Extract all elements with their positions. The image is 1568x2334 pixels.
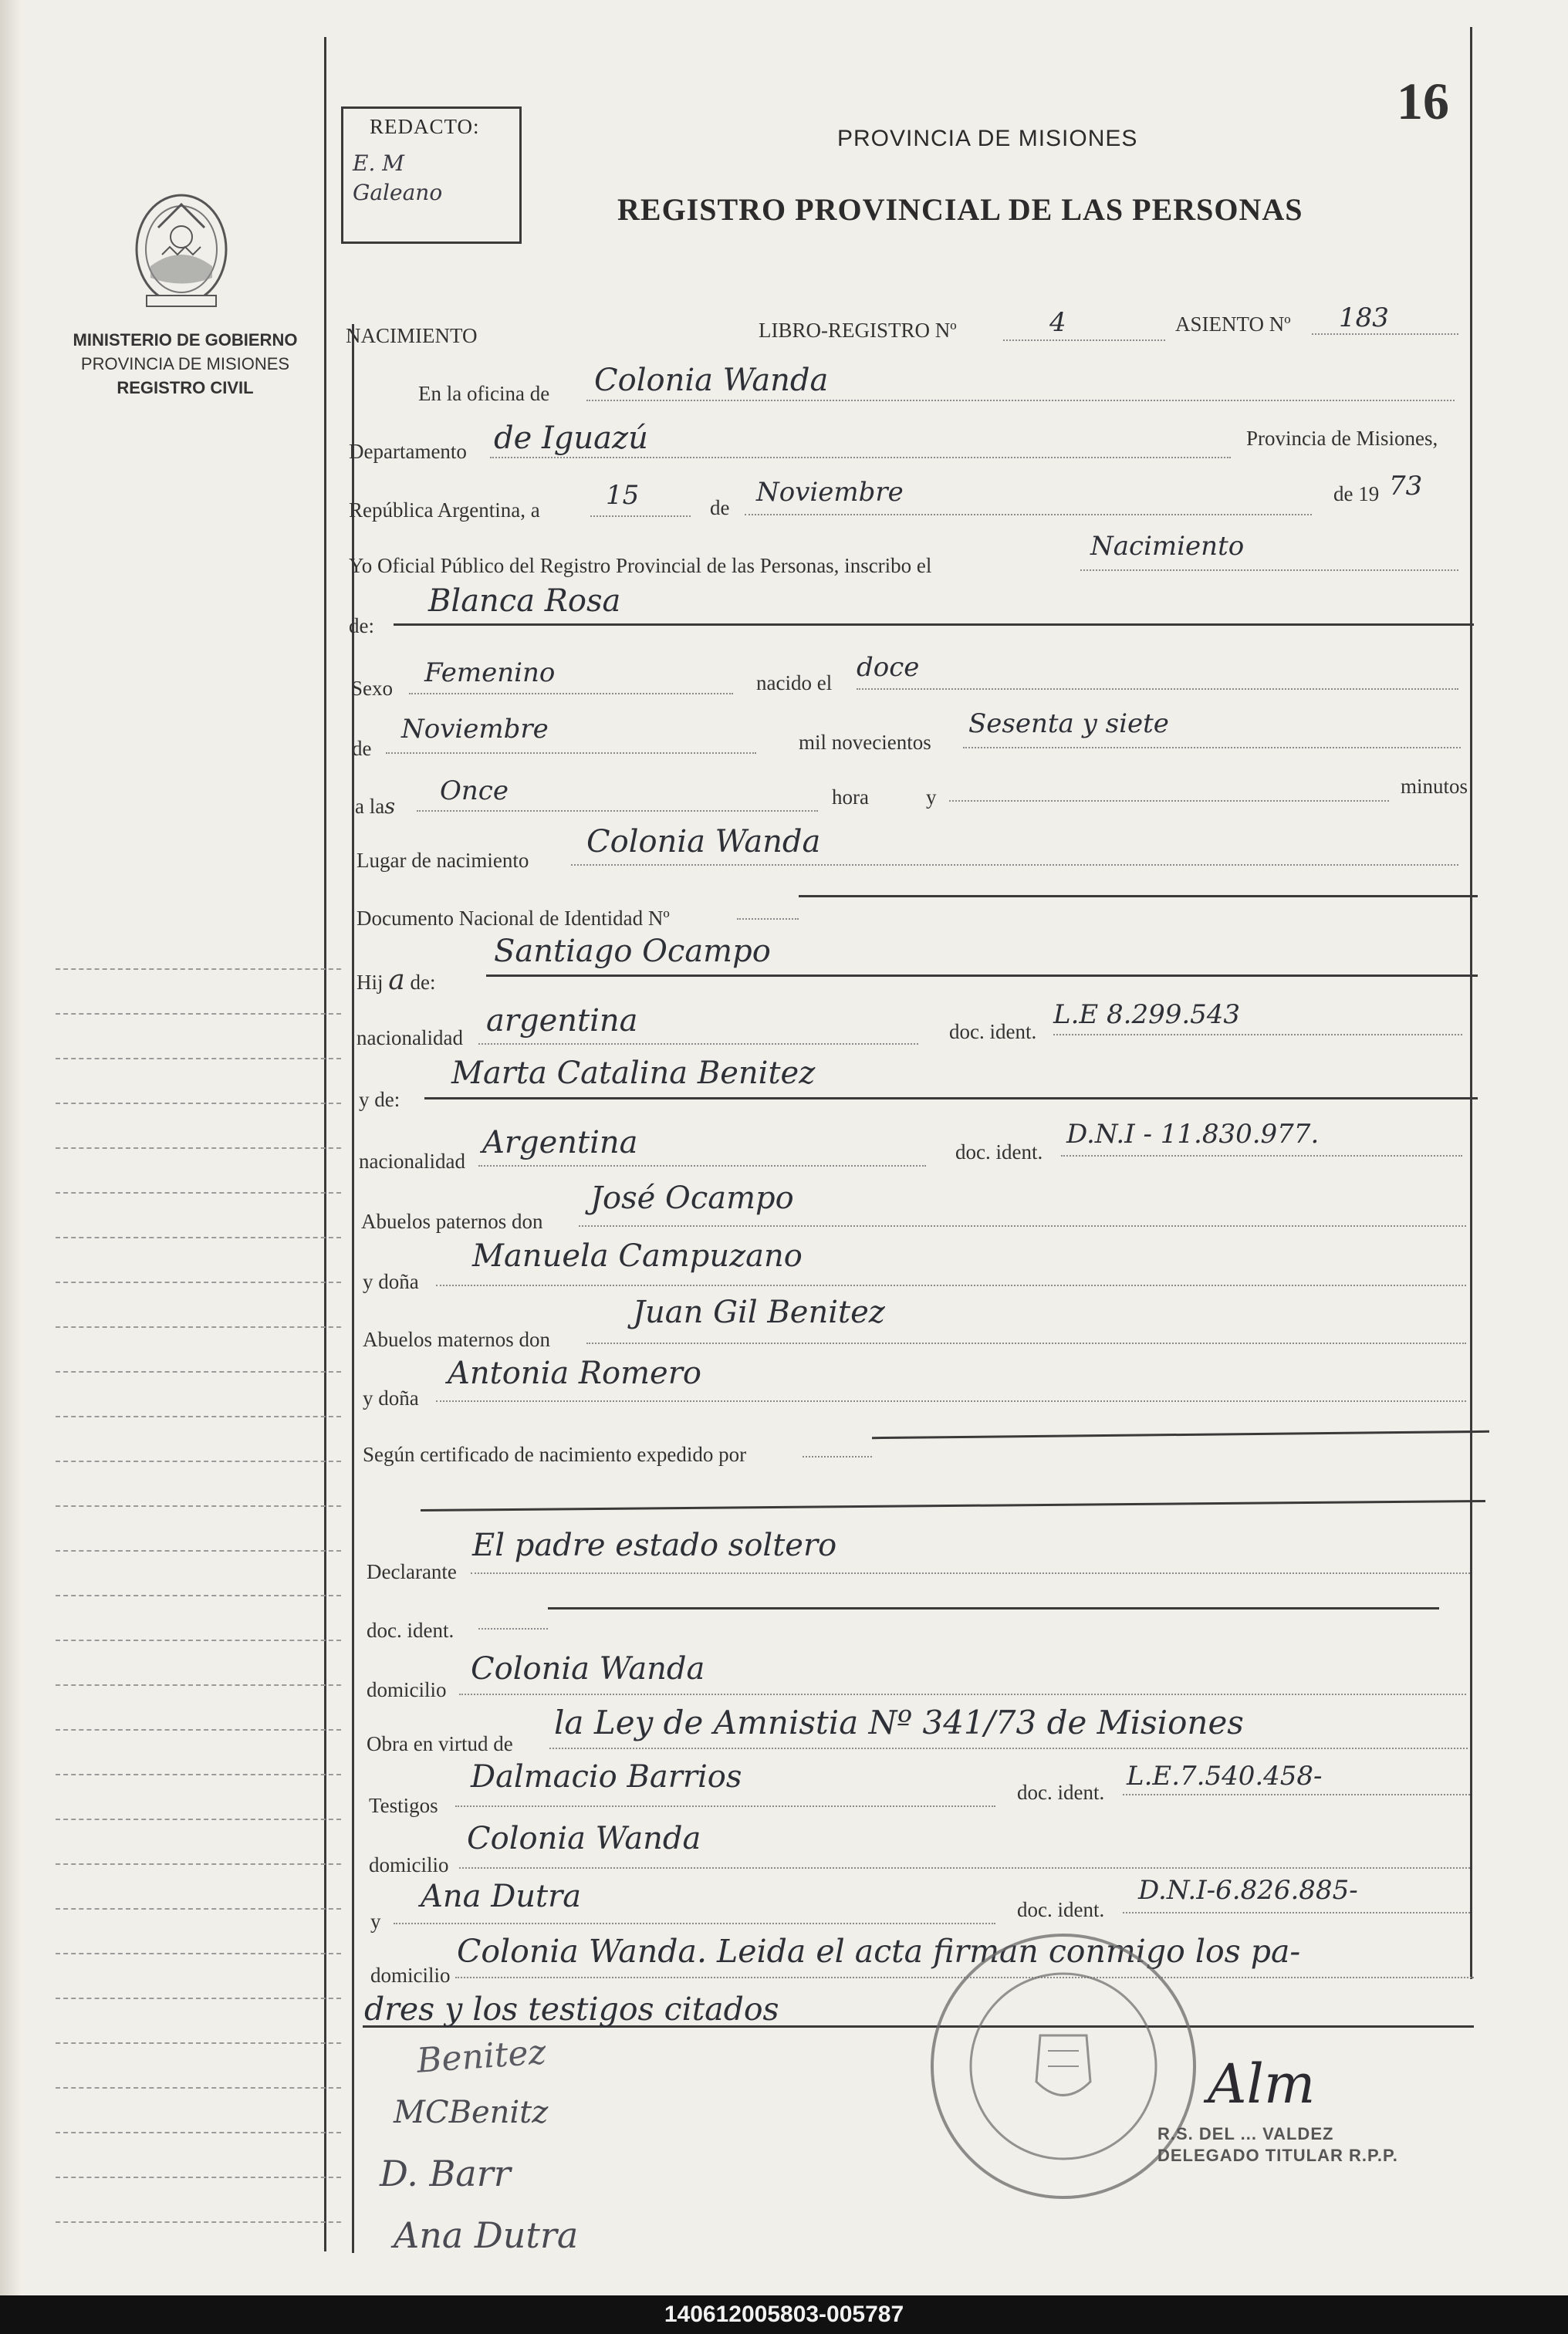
margin-rule (56, 1058, 341, 1059)
dotted-line (579, 1225, 1466, 1227)
domicilio-label-1: domicilio (367, 1678, 447, 1701)
dotted-line (1123, 1794, 1470, 1795)
testigo1-doc-label: doc. ident. (1017, 1781, 1105, 1804)
dotted-line (745, 514, 1312, 515)
dotted-line (549, 1748, 1468, 1749)
yde-label: y de: (359, 1088, 400, 1111)
y2-label: y (370, 1910, 381, 1933)
domicilio-label-2: domicilio (369, 1853, 449, 1876)
abuelos-pat-label: Abuelos paternos don (361, 1210, 543, 1233)
segun-line (872, 1430, 1489, 1439)
dotted-line (478, 1043, 918, 1045)
lugar-label: Lugar de nacimiento (357, 849, 529, 872)
testigo1-value: Dalmacio Barrios (471, 1759, 742, 1795)
signature-2: MCBenitz (394, 2095, 549, 2130)
alas-text: a la (355, 795, 385, 818)
padre-doc-value: L.E 8.299.543 (1053, 999, 1241, 1030)
margin-rule (56, 1237, 341, 1238)
registry-title: REGISTRO PROVINCIAL DE LAS PERSONAS (617, 192, 1303, 227)
dotted-line (409, 693, 733, 694)
dotted-line (1053, 1034, 1462, 1035)
dotted-line (590, 515, 691, 517)
lugar-value: Colonia Wanda (586, 824, 821, 860)
redacto-handwriting (353, 149, 442, 208)
alas-label (355, 795, 395, 819)
dotted-line (455, 1805, 995, 1807)
dotted-line (737, 918, 799, 920)
padre-value: Santiago Ocampo (494, 934, 771, 969)
dni-line (799, 895, 1478, 897)
name-line (394, 623, 1474, 626)
margin-rule (56, 1819, 341, 1820)
padre-doc-label: doc. ident. (949, 1020, 1037, 1043)
ydona-label-2: y doña (363, 1387, 419, 1410)
asiento-value: 183 (1339, 302, 1389, 333)
hora-label: hora (832, 785, 869, 809)
province-title: PROVINCIA DE MISIONES (837, 126, 1138, 151)
testigo1-dom-value: Colonia Wanda (467, 1821, 701, 1856)
dotted-line (586, 400, 1455, 401)
dotted-line (571, 864, 1458, 866)
y-label: y (926, 785, 937, 809)
left-border-line (324, 37, 326, 2251)
final-cont-value: dres y los testigos citados (364, 1991, 779, 2028)
dia-value: 15 (606, 480, 640, 511)
dotted-line (436, 1285, 1466, 1286)
dotted-line (1123, 1912, 1470, 1913)
padre-nac-label: nacionalidad (357, 1026, 463, 1049)
official-signature: Alm (1208, 2052, 1316, 2116)
signature-1: Benitez (415, 2032, 548, 2081)
testigos-label: Testigos (369, 1794, 438, 1817)
abuelo-pat-value: José Ocampo (590, 1181, 794, 1216)
right-border-line (1470, 27, 1472, 1979)
redacto-line-1: E. M (353, 150, 404, 176)
delegado-line-1: R.S. DEL ... VALDEZ (1157, 2124, 1334, 2143)
record-type-label: NACIMIENTO (346, 324, 478, 347)
provincia-label: Provincia de Misiones, (1246, 427, 1438, 450)
testigo2-doc-label: doc. ident. (1017, 1898, 1105, 1921)
sexo-value: Femenino (424, 657, 556, 688)
testigo2-value: Ana Dutra (421, 1879, 582, 1914)
margin-rule (56, 1774, 341, 1775)
dotted-line (1080, 569, 1458, 571)
margin-rule (56, 1505, 341, 1507)
province-line: PROVINCIA DE MISIONES (80, 354, 290, 373)
signature-3: D. Barr (380, 2153, 511, 2194)
mes-nac-value: Noviembre (401, 714, 549, 745)
segun-label: Según certificado de nacimiento expedido por (363, 1443, 747, 1466)
sexo-label: Sexo (351, 677, 393, 700)
libro-value: 4 (1049, 307, 1066, 338)
declarante-label: Declarante (367, 1560, 457, 1583)
signature-4: Ana Dutra (394, 2214, 579, 2256)
footer-id: 140612005803-005787 (0, 2295, 1568, 2334)
dotted-line (459, 1694, 1466, 1695)
dotted-line (949, 800, 1389, 802)
page-number: 16 (1397, 72, 1449, 130)
nombre-value: Blanca Rosa (428, 583, 621, 619)
madre-doc-label: doc. ident. (955, 1140, 1043, 1164)
margin-rule (56, 1998, 341, 1999)
margin-rule (56, 1416, 341, 1417)
abuelo-mat-value: Juan Gil Benitez (633, 1295, 885, 1330)
abuelos-mat-label: Abuelos maternos don (363, 1328, 550, 1351)
doc-ident-line (548, 1607, 1439, 1609)
ministry-block (46, 328, 324, 400)
madre-nac-value: Argentina (482, 1125, 638, 1160)
hora-value: Once (440, 775, 509, 806)
de-label: de (710, 496, 730, 519)
final-dom-value: Colonia Wanda. Leida el acta firman conmigo los pa- (457, 1933, 1301, 1970)
hija-label (357, 964, 435, 996)
mil-label: mil novecientos (799, 731, 931, 754)
dotted-line (803, 1456, 872, 1457)
madre-value: Marta Catalina Benitez (451, 1056, 816, 1091)
dotted-line (478, 1628, 548, 1630)
dotted-line (417, 810, 818, 812)
minutos-label: minutos (1401, 775, 1468, 798)
domicilio-label-3: domicilio (370, 1964, 451, 1987)
asiento-label: ASIENTO Nº (1175, 312, 1291, 336)
ministry-line: MINISTERIO DE GOBIERNO (73, 330, 298, 350)
alas-suffix: s (384, 795, 396, 819)
republica-label: República Argentina, a (349, 498, 540, 522)
margin-rule (56, 2042, 341, 2044)
oficial-value: Nacimiento (1090, 531, 1245, 562)
ydona-label-1: y doña (363, 1270, 419, 1293)
margin-rule (56, 1595, 341, 1596)
testigo1-doc-value: L.E.7.540.458- (1127, 1761, 1323, 1792)
madre-line (424, 1097, 1478, 1099)
margin-rule (56, 1908, 341, 1910)
dotted-line (963, 747, 1461, 748)
oficina-value: Colonia Wanda (594, 363, 829, 398)
margin-rule (56, 1282, 341, 1283)
margin-rule (56, 1147, 341, 1149)
anio-value: 73 (1389, 471, 1423, 502)
civil-registry-line: REGISTRO CIVIL (117, 378, 254, 397)
libro-label: LIBRO-REGISTRO Nº (759, 319, 957, 342)
redacto-box (341, 106, 522, 244)
declarante-value: El padre estado soltero (472, 1528, 837, 1563)
margin-rule (56, 1640, 341, 1641)
testigo2-doc-value: D.N.I-6.826.885- (1138, 1875, 1358, 1906)
nacido-value: doce (857, 652, 920, 683)
dotted-line (394, 1923, 995, 1924)
dotted-line (478, 1165, 926, 1167)
padre-line (486, 974, 1478, 977)
provincial-emblem-icon (127, 181, 235, 312)
doc-ident-label: doc. ident. (367, 1619, 455, 1642)
delegado-stamp (1157, 2123, 1398, 2167)
abuela-pat-value: Manuela Campuzano (472, 1238, 803, 1274)
margin-rule (56, 1953, 341, 1954)
margin-rule (56, 1103, 341, 1104)
segun-line-2 (421, 1500, 1485, 1512)
margin-rule (56, 1729, 341, 1731)
delegado-line-2: DELEGADO TITULAR R.P.P. (1157, 2146, 1398, 2165)
dotted-line (1312, 333, 1458, 335)
domicilio-value: Colonia Wanda (471, 1651, 705, 1687)
oficina-label: En la oficina de (418, 382, 550, 405)
madre-nac-label: nacionalidad (359, 1150, 465, 1173)
inner-border-line (352, 324, 354, 2253)
margin-rule (56, 1461, 341, 1462)
padre-nac-value: argentina (486, 1003, 638, 1039)
margin-rule (56, 2087, 341, 2089)
margin-rule (56, 1326, 341, 1328)
dotted-line (1003, 339, 1165, 341)
hija-text-b: a (388, 964, 405, 996)
hija-text-c: de: (410, 971, 436, 994)
dotted-line (436, 1400, 1466, 1402)
madre-doc-value: D.N.I - 11.830.977. (1066, 1119, 1320, 1150)
dotted-line (857, 688, 1458, 690)
departamento-label: Departamento (349, 440, 467, 463)
margin-rule (56, 2177, 341, 2178)
redacto-line-2: Galeano (353, 180, 443, 205)
margin-rule (56, 1371, 341, 1373)
redacto-label: REDACTO: (370, 115, 480, 138)
dotted-line (1061, 1155, 1462, 1157)
margin-rule (56, 1863, 341, 1865)
margin-rule (56, 2132, 341, 2133)
obra-label: Obra en virtud de (367, 1732, 513, 1755)
abuela-mat-value: Antonia Romero (448, 1356, 701, 1391)
anio-nac-value: Sesenta y siete (968, 708, 1169, 739)
departamento-value: de Iguazú (494, 421, 648, 456)
oficial-label: Yo Oficial Público del Registro Provincial de las Personas, inscribo el (349, 554, 932, 577)
mes-value: Noviembre (756, 477, 904, 508)
de2-label: de: (349, 614, 374, 637)
margin-rule (56, 968, 341, 970)
margin-rule (56, 2221, 341, 2223)
dotted-line (490, 457, 1231, 458)
hija-text-a: Hij (357, 971, 384, 994)
dotted-line (459, 1867, 1470, 1869)
de3-label: de (352, 737, 372, 760)
margin-rule (56, 1192, 341, 1194)
dotted-line (586, 1343, 1466, 1344)
obra-value: la Ley de Amnistia Nº 341/73 de Misiones (554, 1704, 1244, 1741)
margin-rule (56, 1550, 341, 1552)
margin-rule (56, 1684, 341, 1686)
dni-label: Documento Nacional de Identidad Nº (357, 907, 670, 930)
nacido-label: nacido el (756, 671, 833, 694)
dotted-line (386, 752, 756, 754)
page-edge (0, 0, 22, 2295)
dotted-line (471, 1572, 1470, 1574)
anio-label: de 19 (1333, 482, 1380, 505)
margin-rule (56, 1013, 341, 1015)
